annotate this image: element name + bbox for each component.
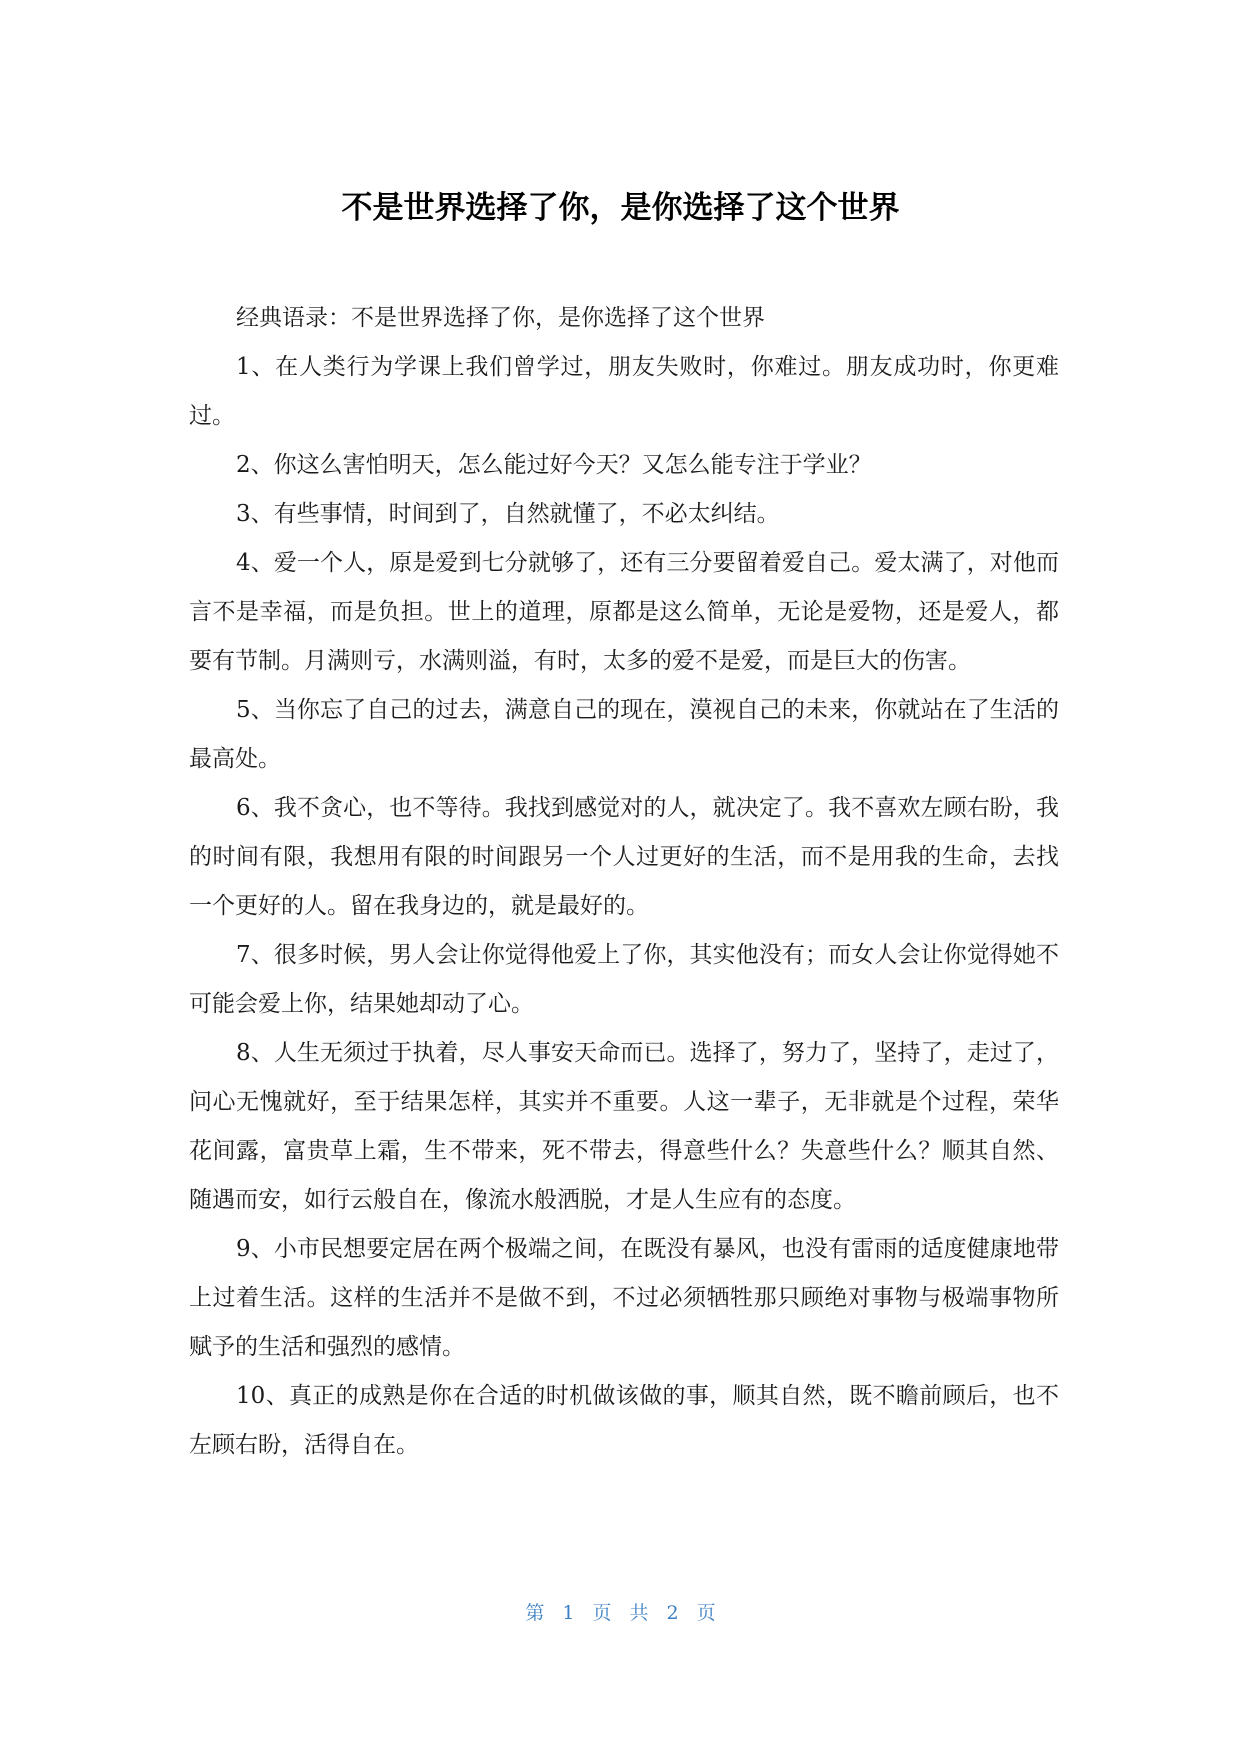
- footer-total-pages: 2: [666, 1602, 679, 1624]
- paragraph-quote-5: 5、当你忘了自己的过去，满意自己的现在，漠视自己的未来，你就站在了生活的最高处。: [189, 697, 1059, 772]
- paragraph-quote-9: 9、小市民想要定居在两个极端之间，在既没有暴风，也没有雷雨的适度健康地带上过着生活。这样的生活并不是做不到，不过必须牺牲那只顾绝对事物与极端事物所赋予的生活和强烈的感情。: [189, 1236, 1059, 1360]
- page-title: 不是世界选择了你，是你选择了这个世界: [341, 190, 900, 226]
- paragraph-quote-8: 8、人生无须过于执着，尽人事安天命而已。选择了，努力了，坚持了，走过了，问心无愧就好，至于结果怎样，其实并不重要。人这一辈子，无非就是个过程，荣华花间露，富贵草上霜，生不带来，死不带去，得意些什么？失意些什么？顺其自然、随遇而安，如行云般自在，像流水般洒脱，才是人生应有的态度。: [189, 1040, 1059, 1213]
- footer-current-page: 1: [562, 1602, 575, 1624]
- paragraph-quote-2: 2、你这么害怕明天，怎么能过好今天？又怎么能专注于学业？: [236, 452, 872, 478]
- footer-middle: 页 共: [592, 1602, 649, 1624]
- paragraph-quote-1: 1、在人类行为学课上我们曾学过，朋友失败时，你难过。朋友成功时，你更难过。: [189, 354, 1059, 429]
- paragraph-quote-10: 10、真正的成熟是你在合适的时机做该做的事，顺其自然，既不瞻前顾后，也不左顾右盼，活得自在。: [189, 1383, 1059, 1458]
- paragraph-quote-4: 4、爱一个人，原是爱到七分就够了，还有三分要留着爱自己。爱太满了，对他而言不是幸福，而是负担。世上的道理，原都是这么简单，无论是爱物，还是爱人，都要有节制。月满则亏，水满则溢，有时，太多的爱不是爱，而是巨大的伤害。: [189, 550, 1059, 674]
- footer-suffix: 页: [696, 1602, 716, 1624]
- document-body: [189, 294, 1059, 1470]
- paragraph-intro: 经典语录：不是世界选择了你，是你选择了这个世界: [236, 305, 765, 331]
- paragraph-quote-6: 6、我不贪心，也不等待。我找到感觉对的人，就决定了。我不喜欢左顾右盼，我的时间有限，我想用有限的时间跟另一个人过更好的生活，而不是用我的生命，去找一个更好的人。留在我身边的，就是最好的。: [189, 795, 1059, 919]
- paragraph-quote-7: 7、很多时候，男人会让你觉得他爱上了你，其实他没有；而女人会让你觉得她不可能会爱上你，结果她却动了心。: [189, 942, 1059, 1017]
- page-footer: [0, 1601, 1241, 1625]
- paragraph-quote-3: 3、有些事情，时间到了，自然就懂了，不必太纠结。: [236, 501, 780, 527]
- footer-prefix: 第: [525, 1602, 545, 1624]
